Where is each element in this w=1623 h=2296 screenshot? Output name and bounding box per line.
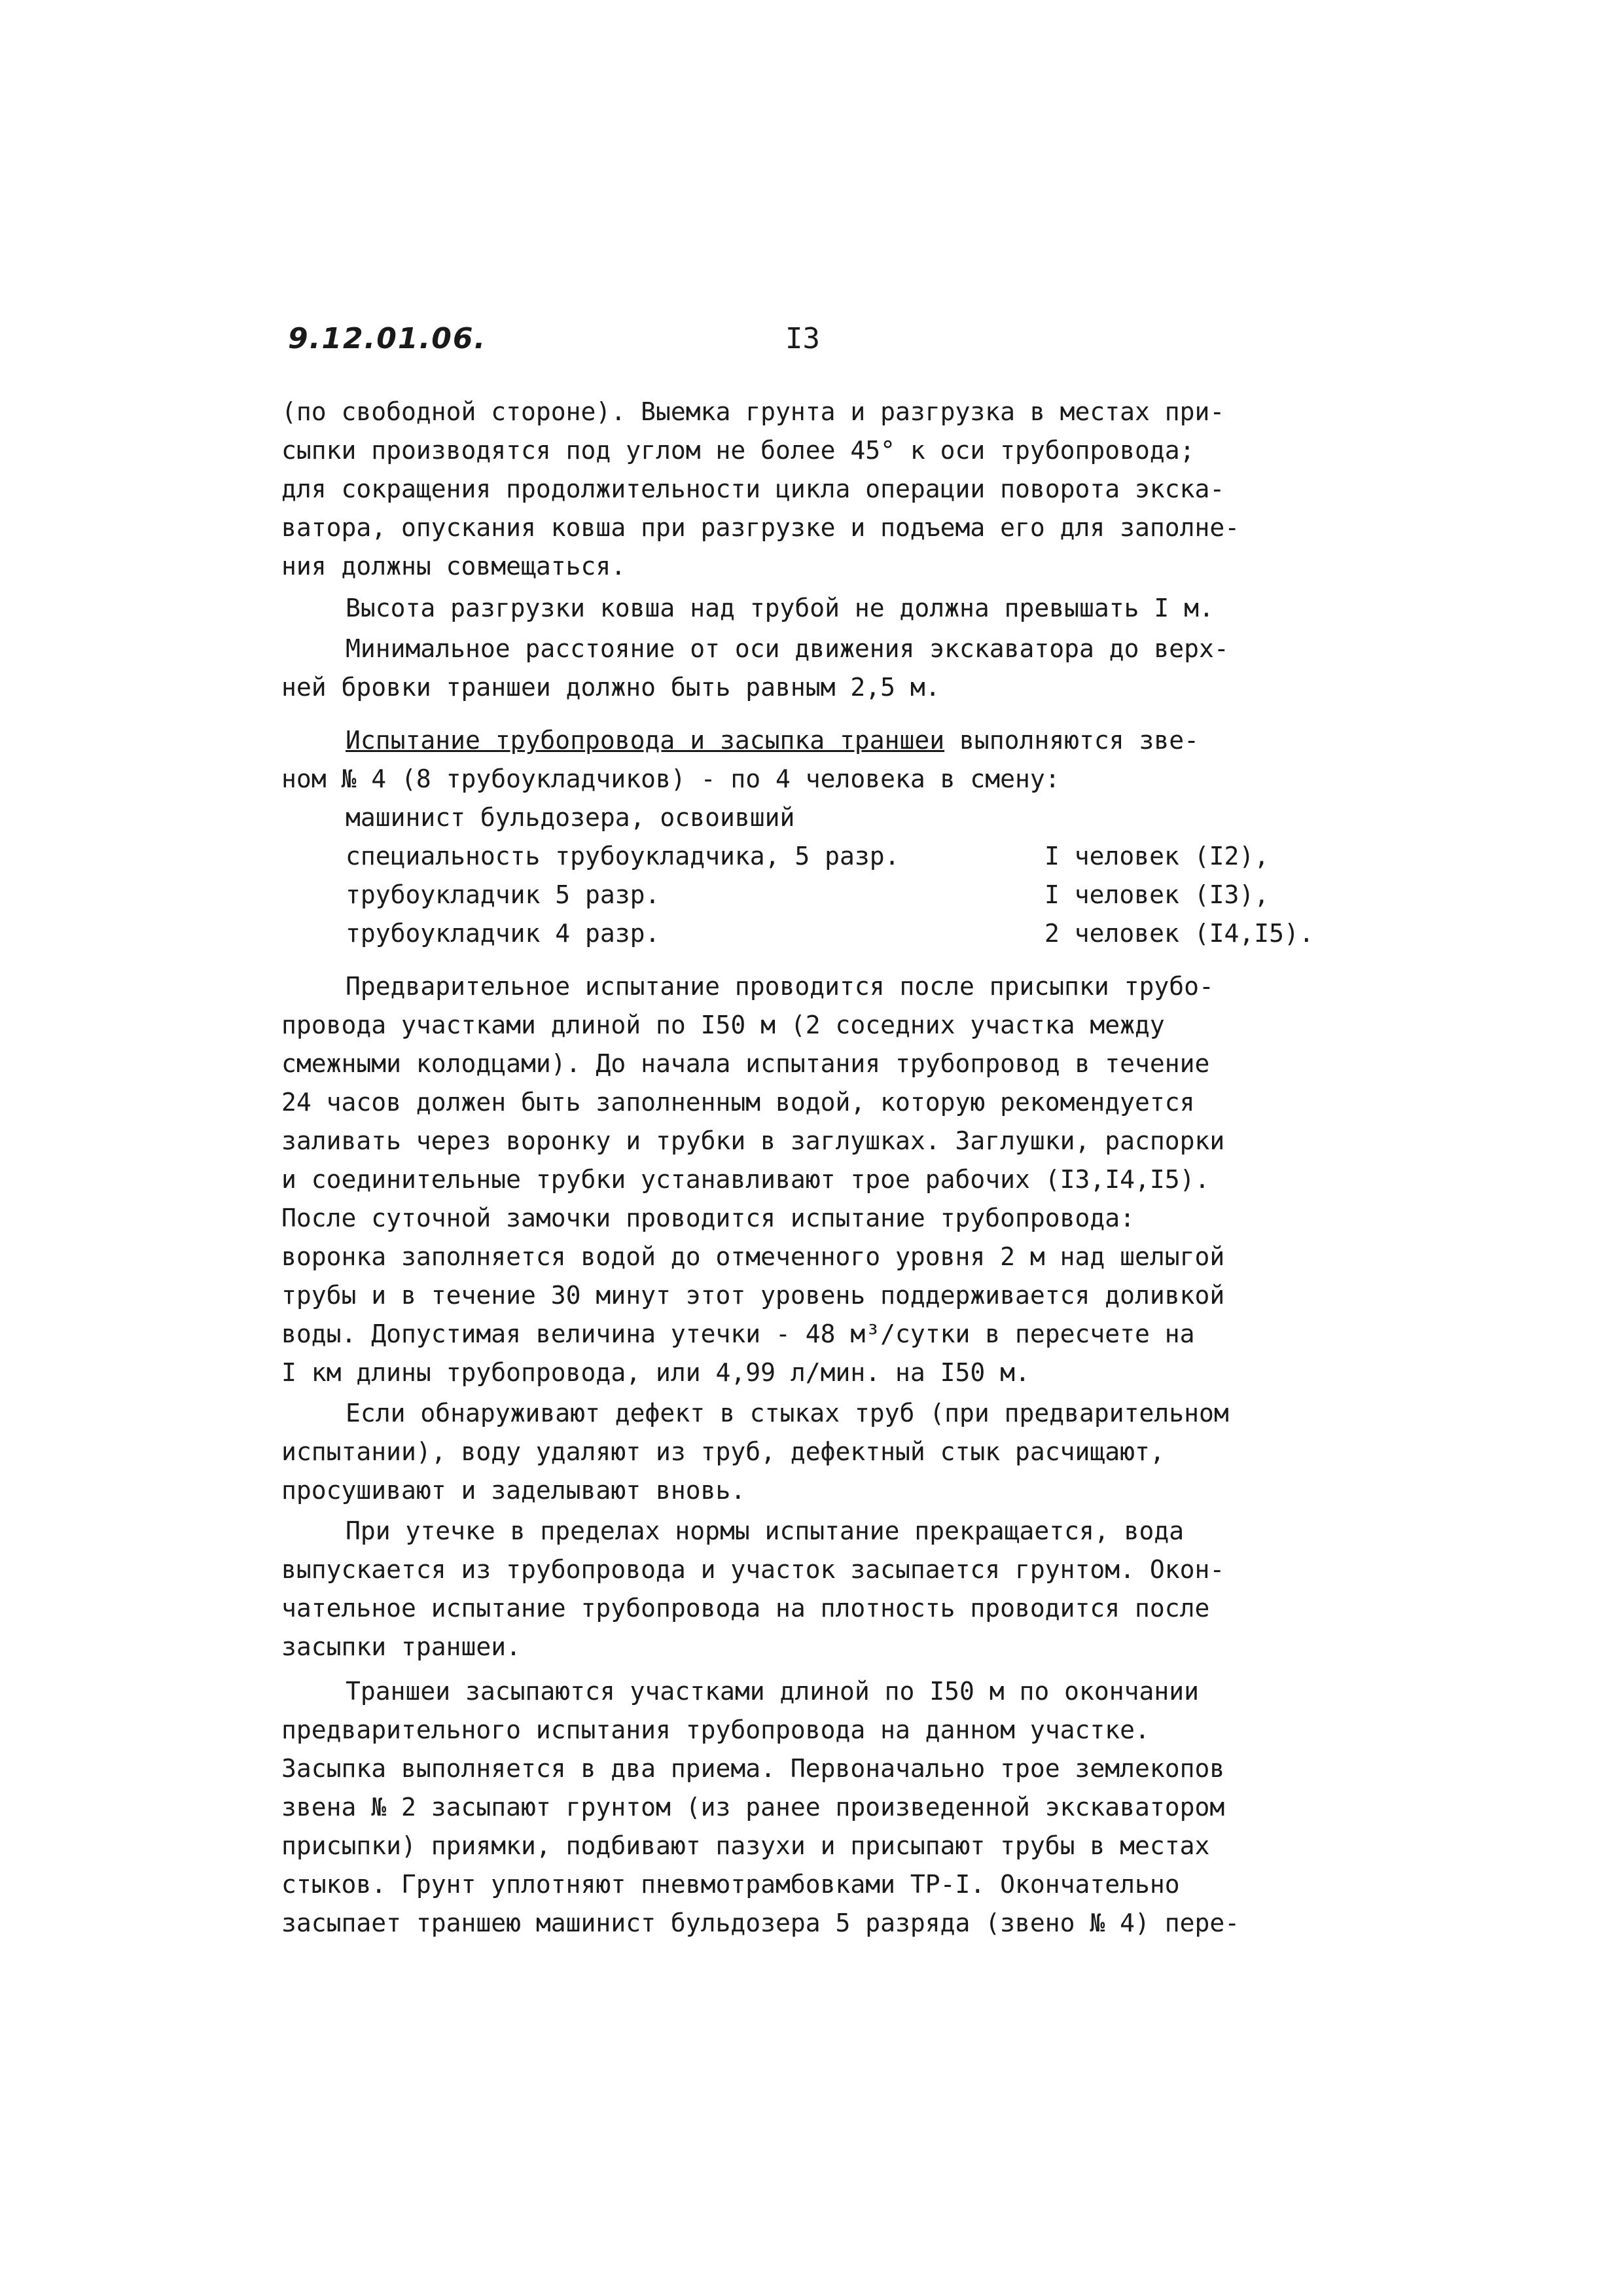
text-line: для сокращения продолжительности цикла операции поворота экска- <box>281 475 1225 503</box>
text-line: 24 часов должен быть заполненным водой, которую рекомендуется <box>281 1088 1195 1117</box>
crew-heading-line <box>346 721 1199 760</box>
crew-count: I человек (I2), <box>1044 842 1270 870</box>
text-line: ватора, опускания ковша при разгрузке и подъема его для заполне- <box>281 513 1240 542</box>
text-line: сыпки производятся под углом не более 45° к оси трубопровода; <box>281 436 1195 465</box>
text-line: Если обнаруживают дефект в стыках труб (при предварительном <box>346 1399 1229 1427</box>
text-line: предварительного испытания трубопровода на данном участке. <box>281 1715 1150 1744</box>
text-line: Траншеи засыпаются участками длиной по I50 м по окончании <box>346 1677 1200 1706</box>
crew-count: 2 человек (I4,I5). <box>1044 919 1314 948</box>
page-number: I3 <box>785 322 820 355</box>
text-line: Предварительное испытание проводится после присыпки трубо- <box>346 972 1214 1001</box>
text-line: Высота разгрузки ковша над трубой не должна превышать I м. <box>346 594 1214 622</box>
text-line: провода участками длиной по I50 м (2 соседних участка между <box>281 1011 1165 1039</box>
text-line: воды. Допустимая величина утечки - 48 м³/сутки в пересчете на <box>281 1319 1195 1348</box>
text-line: машинист бульдозера, освоивший <box>346 803 795 832</box>
text-line: просушивают и заделывают вновь. <box>281 1476 746 1505</box>
text-line: При утечке в пределах нормы испытание прекращается, вода <box>346 1516 1185 1545</box>
text-line: ном № 4 (8 трубоукладчиков) - по 4 человека в смену: <box>281 764 1060 793</box>
text-line: выпускается из трубопровода и участок засыпается грунтом. Окон- <box>281 1555 1225 1584</box>
text-line: звена № 2 засыпают грунтом (из ранее произведенной экскаватором <box>281 1793 1225 1821</box>
text-line: стыков. Грунт уплотняют пневмотрамбовками ТР-I. Окончательно <box>281 1870 1180 1899</box>
text-line: заливать через воронку и трубки в заглушках. Заглушки, распорки <box>281 1126 1225 1155</box>
text-line: засыпает траншею машинист бульдозера 5 разряда (звено № 4) пере- <box>281 1909 1240 1937</box>
text-line: Минимальное расстояние от оси движения экскаватора до верх- <box>346 634 1229 663</box>
text-line: воронка заполняется водой до отмеченного уровня 2 м над шелыгой <box>281 1242 1225 1271</box>
crew-role: трубоукладчик 4 разр. <box>346 919 660 948</box>
text-line: присыпки) приямки, подбивают пазухи и присыпают трубы в местах <box>281 1831 1210 1860</box>
text-line: ней бровки траншеи должно быть равным 2,5 м. <box>281 673 940 702</box>
crew-role: трубоукладчик 5 разр. <box>346 880 660 909</box>
text-line: (по свободной стороне). Выемка грунта и разгрузка в местах при- <box>281 397 1225 426</box>
text-line: ния должны совмещаться. <box>281 552 626 581</box>
crew-count: I человек (I3), <box>1044 880 1270 909</box>
crew-heading-underlined: Испытание трубопровода и засыпка траншеи <box>346 726 945 755</box>
text-line: чательное испытание трубопровода на плотность проводится после <box>281 1594 1210 1623</box>
text-line: Засыпка выполняется в два приема. Первоначально трое землекопов <box>281 1754 1225 1783</box>
document-code: 9.12.01.06. <box>288 322 487 355</box>
text-line: и соединительные трубки устанавливают трое рабочих (I3,I4,I5). <box>281 1165 1210 1194</box>
text-line: засыпки траншеи. <box>281 1632 522 1661</box>
text-line: После суточной замочки проводится испытание трубопровода: <box>281 1204 1135 1232</box>
text-line: трубы и в течение 30 минут этот уровень поддерживается доливкой <box>281 1281 1225 1310</box>
crew-role: специальность трубоукладчика, 5 разр. <box>346 842 900 870</box>
text-line: смежными колодцами). До начала испытания трубопровод в течение <box>281 1049 1210 1078</box>
text-line: испытании), воду удаляют из труб, дефектный стык расчищают, <box>281 1437 1165 1466</box>
text-line: I км длины трубопровода, или 4,99 л/мин. на I50 м. <box>281 1358 1030 1387</box>
crew-heading-rest: выполняются зве- <box>944 726 1200 755</box>
